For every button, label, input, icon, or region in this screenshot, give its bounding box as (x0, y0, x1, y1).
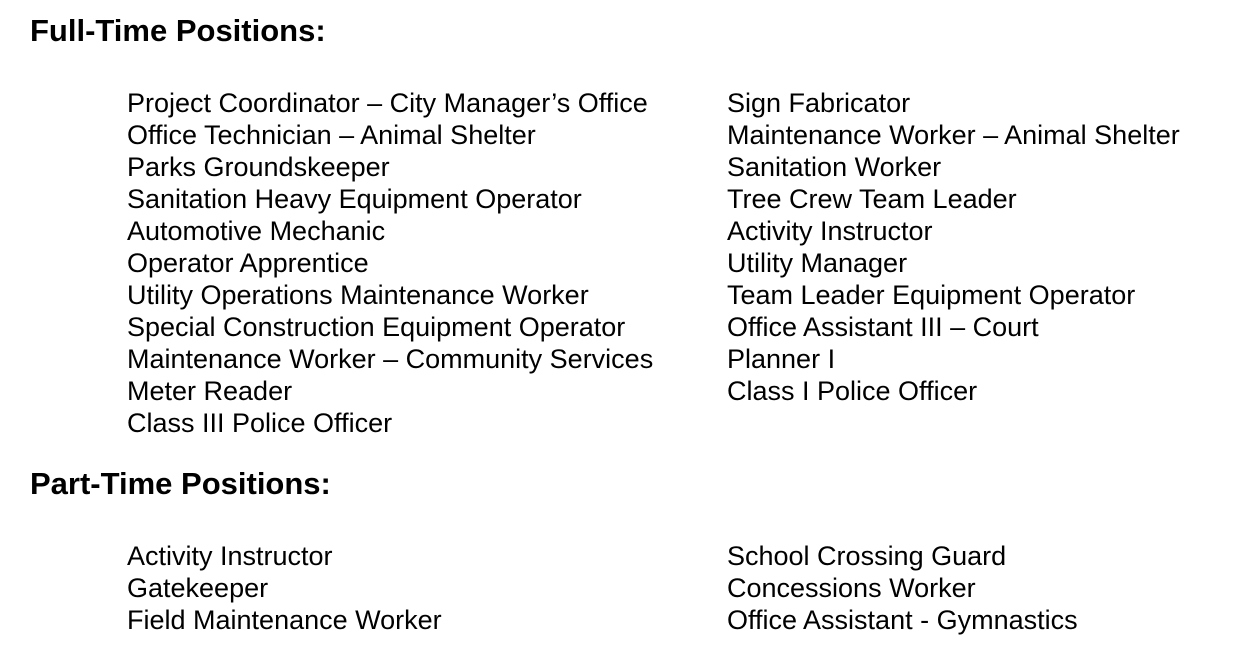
position-item: Utility Operations Maintenance Worker (127, 280, 589, 310)
part-time-left-column (127, 540, 727, 636)
position-item: Sign Fabricator (727, 88, 911, 118)
part-time-positions-list (127, 540, 1078, 636)
full-time-left-column (127, 87, 727, 439)
position-item: Activity Instructor (727, 216, 933, 246)
position-item: Class III Police Officer (127, 408, 393, 438)
position-item: Special Construction Equipment Operator (127, 312, 626, 342)
position-item: Maintenance Worker – Animal Shelter (727, 120, 1180, 150)
position-item: Office Technician – Animal Shelter (127, 120, 536, 150)
part-time-right-column (727, 540, 1078, 636)
position-item: Sanitation Worker (727, 152, 942, 182)
position-item: Team Leader Equipment Operator (727, 280, 1136, 310)
position-item: School Crossing Guard (727, 541, 1007, 571)
part-time-section-title: Part-Time Positions: (30, 466, 331, 501)
position-item: Maintenance Worker – Community Services (127, 344, 654, 374)
position-item: Automotive Mechanic (127, 216, 386, 246)
position-item: Operator Apprentice (127, 248, 369, 278)
position-item: Office Assistant III – Court (727, 312, 1039, 342)
full-time-right-column (727, 87, 1180, 407)
position-item: Class I Police Officer (727, 376, 978, 406)
position-item: Parks Groundskeeper (127, 152, 390, 182)
position-item: Project Coordinator – City Manager’s Office (127, 88, 648, 118)
position-item: Field Maintenance Worker (127, 605, 442, 635)
position-item: Office Assistant - Gymnastics (727, 605, 1078, 635)
position-item: Tree Crew Team Leader (727, 184, 1017, 214)
position-item: Concessions Worker (727, 573, 976, 603)
position-item: Planner I (727, 344, 836, 374)
full-time-section-title: Full-Time Positions: (30, 13, 326, 48)
position-item: Sanitation Heavy Equipment Operator (127, 184, 582, 214)
position-item: Gatekeeper (127, 573, 269, 603)
position-item: Meter Reader (127, 376, 293, 406)
full-time-positions-list (127, 87, 1180, 439)
position-item: Utility Manager (727, 248, 908, 278)
position-item: Activity Instructor (127, 541, 333, 571)
